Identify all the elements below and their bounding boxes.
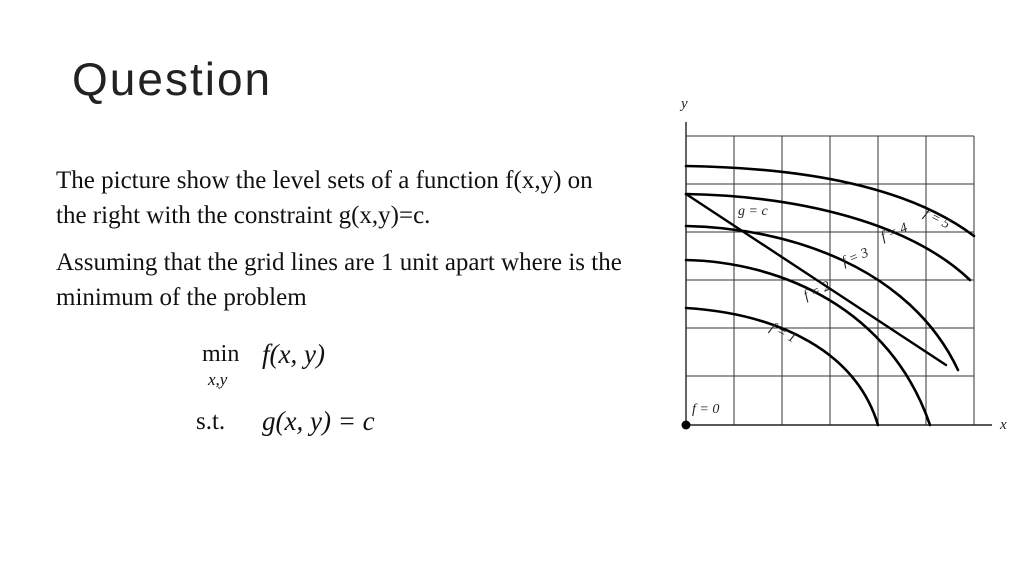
- min-operator: min: [202, 341, 240, 367]
- x-axis-label: x: [1000, 417, 1007, 433]
- label-f1: f = 1: [767, 320, 799, 347]
- question-text: [56, 163, 626, 327]
- y-axis-label: y: [681, 96, 688, 112]
- label-f3: f = 3: [839, 245, 871, 270]
- level-curve-f2: [686, 260, 930, 425]
- objective-function: f(x, y): [262, 339, 325, 369]
- label-constraint: g = c: [738, 204, 768, 219]
- origin-point: [682, 421, 691, 430]
- slide-title: Question: [72, 53, 273, 105]
- question-paragraph-2: Assuming that the grid lines are 1 unit apart where is the minimum of the problem: [56, 249, 622, 311]
- question-paragraph-1: The picture show the level sets of a function f(x,y) on the right with the constraint g(x,y)=c.: [56, 167, 593, 229]
- min-subscript: x,y: [208, 370, 228, 389]
- label-f5: f = 5: [921, 206, 953, 233]
- label-f0: f = 0: [692, 402, 720, 417]
- subject-to-label: s.t.: [196, 408, 226, 435]
- label-f4: f = 4: [878, 220, 910, 245]
- label-f2: f = 2: [801, 278, 833, 304]
- constraint-equation: g(x, y) = c: [262, 406, 375, 436]
- level-set-diagram: [660, 88, 1024, 448]
